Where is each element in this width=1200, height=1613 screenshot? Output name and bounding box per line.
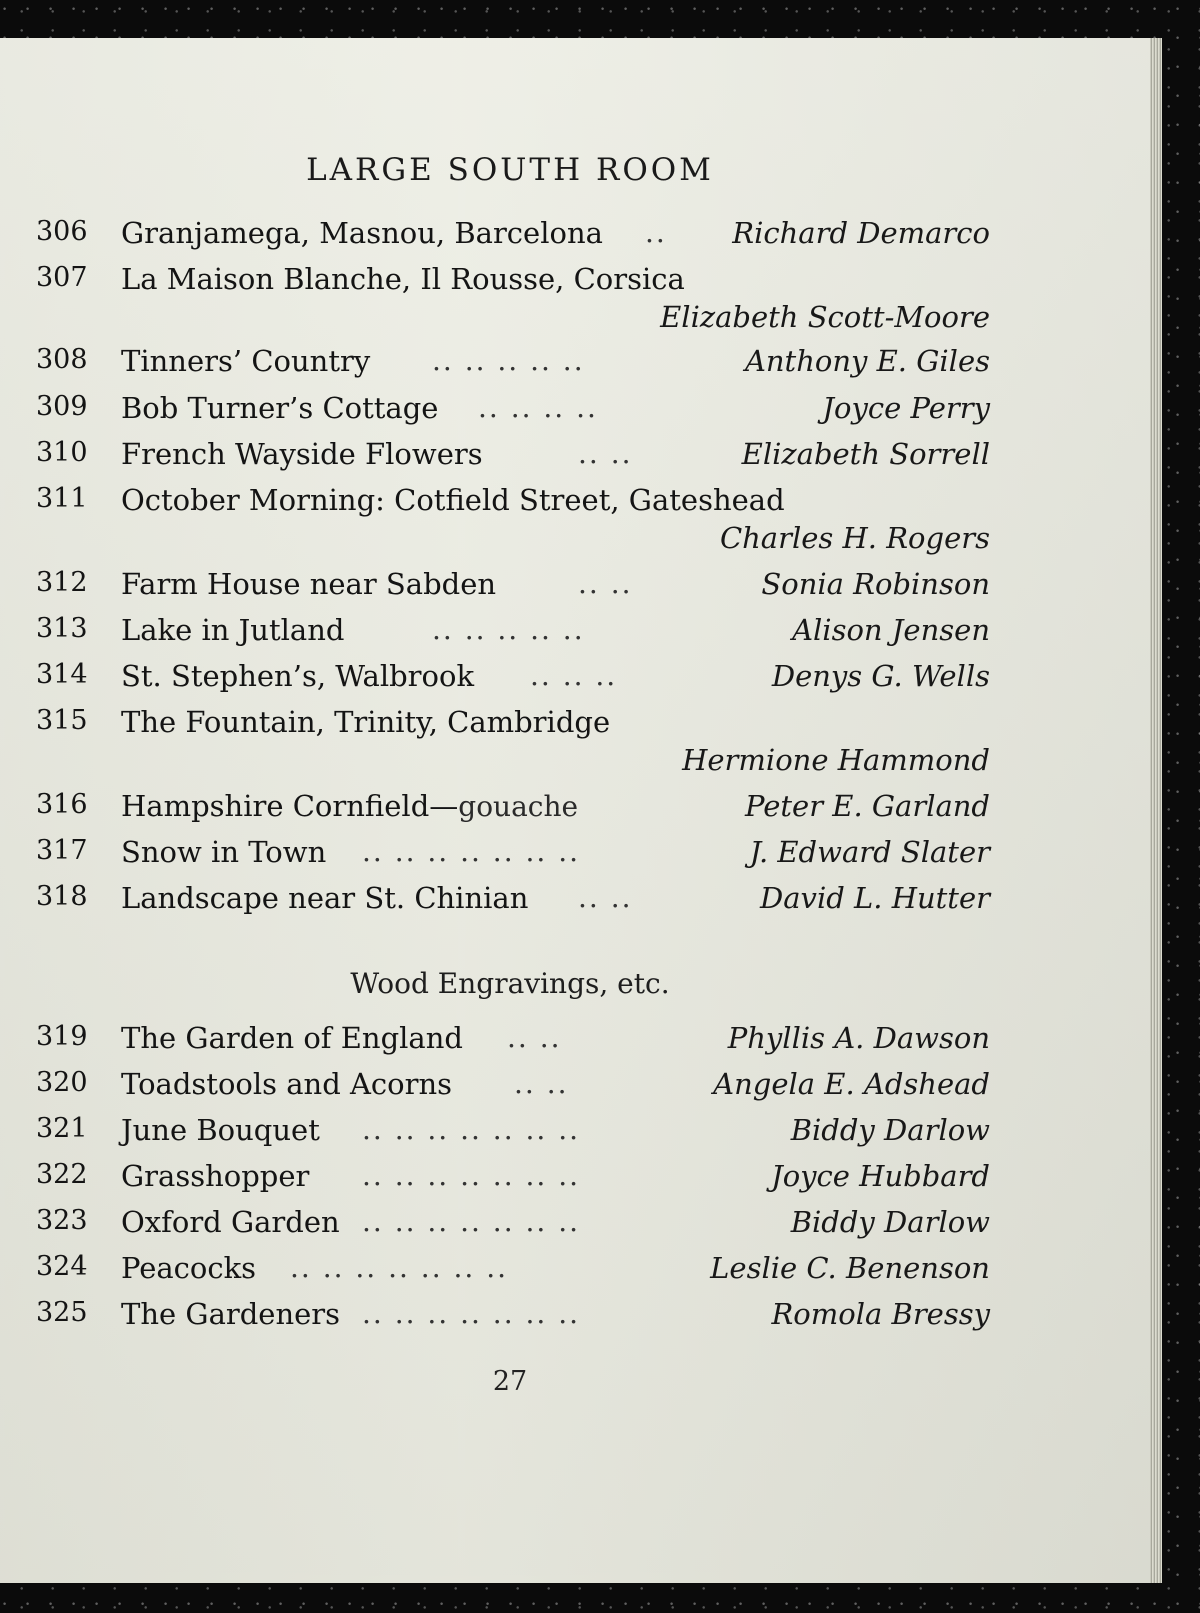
entry-number: 308 <box>36 344 88 375</box>
catalogue-entry <box>0 705 1000 745</box>
leader-dots: .. <box>645 216 667 249</box>
entry-number: 322 <box>36 1159 88 1190</box>
catalogue-entry <box>0 483 1000 523</box>
leader-dots: .. .. .. .. .. .. .. <box>362 1297 581 1330</box>
entry-title: Peacocks <box>121 1251 257 1285</box>
entry-title: Oxford Garden <box>121 1205 340 1239</box>
catalogue-entry <box>0 216 1000 256</box>
leader-dots: .. .. .. .. .. <box>432 344 585 377</box>
entry-artist: Elizabeth Sorrell <box>741 437 990 471</box>
entry-title: Farm House near Sabden <box>121 567 497 601</box>
catalogue-entry <box>0 567 1000 607</box>
entry-title <box>121 789 578 823</box>
leader-dots: .. .. .. .. .. .. .. <box>362 1159 581 1192</box>
entry-number: 324 <box>36 1251 88 1282</box>
entry-artist: Elizabeth Scott-Moore <box>660 300 990 334</box>
entry-title: Landscape near St. Chinian <box>121 881 529 915</box>
entry-number: 320 <box>36 1067 88 1098</box>
page-number: 27 <box>492 1366 528 1397</box>
entry-number: 306 <box>36 216 88 247</box>
entry-number: 310 <box>36 437 88 468</box>
entry-title: French Wayside Flowers <box>121 437 483 471</box>
entry-artist: Phyllis A. Dawson <box>727 1021 990 1055</box>
leader-dots: .. .. <box>507 1021 562 1054</box>
leader-dots: .. .. .. .. .. .. .. <box>362 835 581 868</box>
entry-artist: Angela E. Adshead <box>713 1067 990 1101</box>
catalogue-entry <box>0 789 1000 829</box>
entry-number: 307 <box>36 262 88 293</box>
entry-artist: David L. Hutter <box>760 881 990 915</box>
catalogue-entry <box>0 391 1000 431</box>
catalogue-entry <box>0 437 1000 477</box>
entry-artist: Denys G. Wells <box>771 659 990 693</box>
catalogue-entry <box>0 613 1000 653</box>
catalogue-entry <box>0 659 1000 699</box>
entry-title: Snow in Town <box>121 835 327 869</box>
entry-title: Bob Turner’s Cottage <box>121 391 439 425</box>
catalogue-entry <box>0 835 1000 875</box>
entry-artist: Joyce Hubbard <box>771 1159 990 1193</box>
catalogue-entry <box>0 1205 1000 1245</box>
entry-artist: Anthony E. Giles <box>744 344 990 378</box>
entry-title: St. Stephen’s, Walbrook <box>121 659 475 693</box>
entry-title: The Fountain, Trinity, Cambridge <box>121 705 611 739</box>
catalogue-entry <box>0 344 1000 384</box>
entry-title: La Maison Blanche, Il Rousse, Corsica <box>121 262 685 296</box>
leader-dots: .. .. <box>578 437 633 470</box>
entry-number: 316 <box>36 789 88 820</box>
entry-number: 319 <box>36 1021 88 1052</box>
entry-title: Toadstools and Acorns <box>121 1067 453 1101</box>
entry-title: The Gardeners <box>121 1297 341 1331</box>
entry-artist: Alison Jensen <box>792 613 990 647</box>
catalogue-entry <box>0 881 1000 921</box>
entry-number: 309 <box>36 391 88 422</box>
leader-dots: .. .. <box>514 1067 569 1100</box>
entry-title: Lake in Jutland <box>121 613 345 647</box>
entry-number: 317 <box>36 835 88 866</box>
leader-dots: .. .. <box>578 567 633 600</box>
entry-number: 311 <box>36 483 88 514</box>
entry-number: 313 <box>36 613 88 644</box>
entry-title: June Bouquet <box>121 1113 320 1147</box>
catalogue-entry <box>0 1067 1000 1107</box>
entry-medium: gouache <box>458 790 579 823</box>
leader-dots: .. .. .. .. <box>478 391 598 424</box>
catalogue-entry <box>0 1159 1000 1199</box>
entry-title-text: Hampshire Cornfield— <box>121 789 459 823</box>
catalogue-entry <box>0 262 1000 302</box>
entry-number: 321 <box>36 1113 88 1144</box>
entry-title: The Garden of England <box>121 1021 463 1055</box>
entry-artist: Biddy Darlow <box>790 1113 990 1147</box>
entry-title: Granjamega, Masnou, Barcelona <box>121 216 603 250</box>
leader-dots: .. .. .. .. .. .. .. <box>362 1113 581 1146</box>
entry-artist: J. Edward Slater <box>749 835 990 869</box>
leader-dots: .. .. .. <box>530 659 618 692</box>
room-heading: LARGE SOUTH ROOM <box>306 152 714 188</box>
catalogue-entry <box>0 1113 1000 1153</box>
catalogue-entry <box>0 1297 1000 1337</box>
leader-dots: .. .. .. .. .. <box>432 613 585 646</box>
entry-title: Grasshopper <box>121 1159 310 1193</box>
entry-title: Tinners’ Country <box>121 344 371 378</box>
entry-number: 315 <box>36 705 88 736</box>
page-edge <box>1150 38 1162 1583</box>
entry-artist: Charles H. Rogers <box>719 521 990 555</box>
entry-artist: Romola Bressy <box>771 1297 990 1331</box>
entry-artist: Hermione Hammond <box>682 743 990 777</box>
leader-dots: .. .. <box>578 881 633 914</box>
entry-number: 312 <box>36 567 88 598</box>
entry-number: 318 <box>36 881 88 912</box>
leader-dots: .. .. .. .. .. .. .. <box>362 1205 581 1238</box>
entry-artist: Sonia Robinson <box>761 567 990 601</box>
section-heading: Wood Engravings, etc. <box>350 967 670 1000</box>
catalogue-entry <box>0 1251 1000 1291</box>
entry-artist: Richard Demarco <box>732 216 990 250</box>
catalogue-entry <box>0 1021 1000 1061</box>
entry-number: 323 <box>36 1205 88 1236</box>
entry-artist: Biddy Darlow <box>790 1205 990 1239</box>
entry-artist: Peter E. Garland <box>745 789 990 823</box>
leader-dots: .. .. .. .. .. .. .. <box>290 1251 509 1284</box>
entry-number: 325 <box>36 1297 88 1328</box>
entry-artist: Joyce Perry <box>822 391 990 425</box>
entry-title: October Morning: Cotfield Street, Gateshead <box>121 483 785 517</box>
entry-artist: Leslie C. Benenson <box>710 1251 990 1285</box>
entry-number: 314 <box>36 659 88 690</box>
